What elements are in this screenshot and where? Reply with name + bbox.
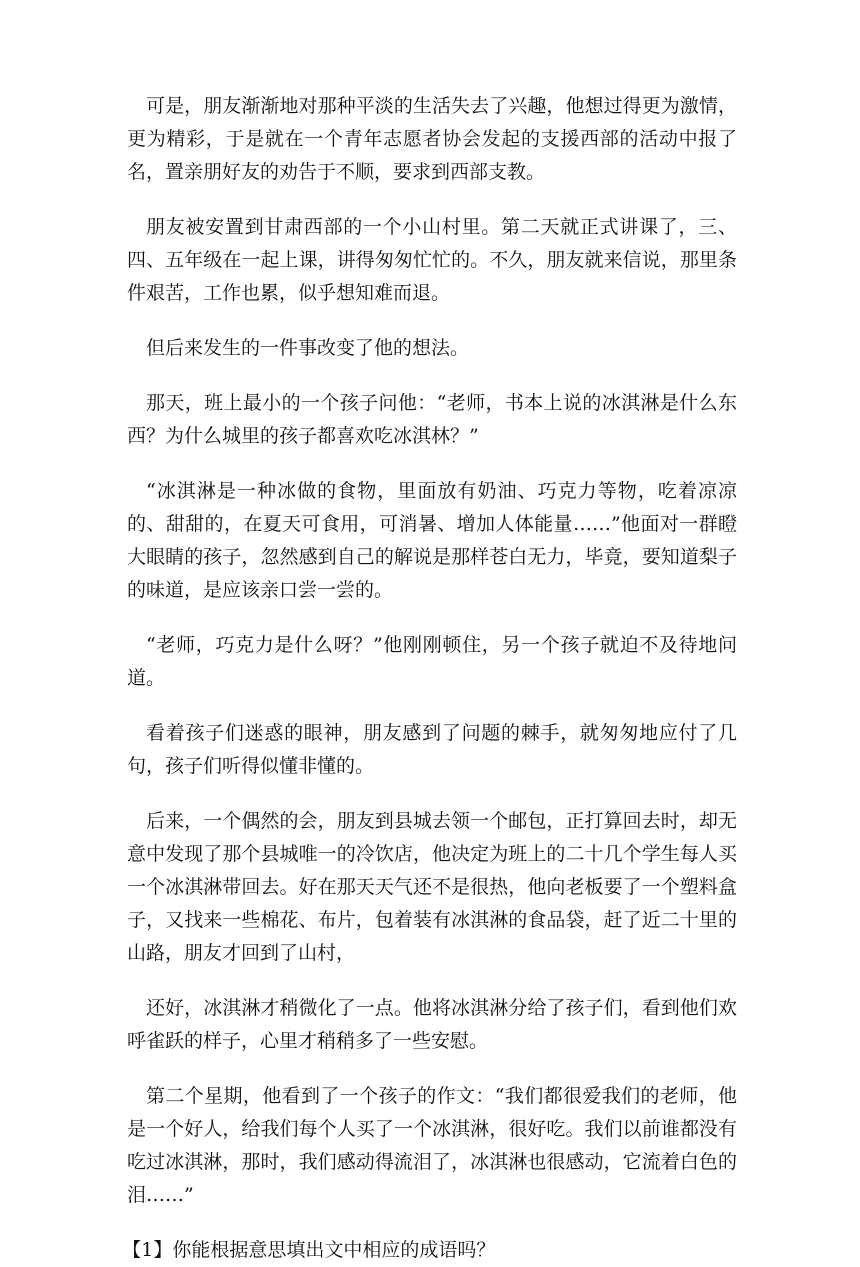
paragraph-7: 看着孩子们迷惑的眼神，朋友感到了问题的棘手，就匆匆地应付了几句，孩子们听得似懂非懂的。 bbox=[127, 722, 737, 777]
paragraph-2: 朋友被安置到甘肃西部的一个小山村里。第二天就正式讲课了，三、四、五年级在一起上课，讲得匆匆忙忙的。不久，朋友就来信说，那里条件艰苦，工作也累，似乎想知难而退。 bbox=[127, 216, 737, 304]
paragraph-6: “老师，巧克力是什么呀？”他刚刚顿住，另一个孩子就迫不及待地问道。 bbox=[127, 634, 737, 689]
paragraph-8: 后来，一个偶然的会，朋友到县城去领一个邮包，正打算回去时，却无意中发现了那个县城唯一的冷饮店，他决定为班上的二十几个学生每人买一个冰淇淋带回去。好在那天天气还不是很热，他向老板要了一个塑料盒子，又找来一些棉花、布片，包着装有冰淇淋的食品袋，赶了近二十里的山路，朋友才回到了山村， bbox=[127, 810, 737, 964]
question-1: 【1】你能根据意思填出文中相应的成语吗？ bbox=[122, 1239, 496, 1261]
paragraph-10: 第二个星期，他看到了一个孩子的作文：“我们都很爱我们的老师，他是一个好人，给我们每个人买了一个冰淇淋，很好吃。我们以前谁都没有吃过冰淇淋，那时，我们感动得流泪了，冰淇淋也很感动，它流着白色的泪……” bbox=[127, 1085, 737, 1206]
paragraph-1: 可是，朋友渐渐地对那种平淡的生活失去了兴趣，他想过得更为激情，更为精彩，于是就在一个青年志愿者协会发起的支援西部的活动中报了名，置亲朋好友的劝告于不顺，要求到西部支教。 bbox=[127, 95, 737, 183]
paragraph-4: 那天，班上最小的一个孩子问他：“老师，书本上说的冰淇淋是什么东西？为什么城里的孩子都喜欢吃冰淇林？” bbox=[127, 392, 737, 447]
paragraph-3: 但后来发生的一件事改变了他的想法。 bbox=[146, 337, 470, 359]
paragraph-5: “冰淇淋是一种冰做的食物，里面放有奶油、巧克力等物，吃着凉凉的、甜甜的，在夏天可食用，可消暑、增加人体能量……”他面对一群瞪大眼睛的孩子，忽然感到自己的解说是那样苍白无力，毕竟，要知道梨子的味道，是应该亲口尝一尝的。 bbox=[127, 480, 737, 601]
document-body bbox=[122, 90, 737, 1267]
paragraph-9: 还好，冰淇淋才稍微化了一点。他将冰淇淋分给了孩子们，看到他们欢呼雀跃的样子，心里才稍稍多了一些安慰。 bbox=[127, 997, 737, 1052]
